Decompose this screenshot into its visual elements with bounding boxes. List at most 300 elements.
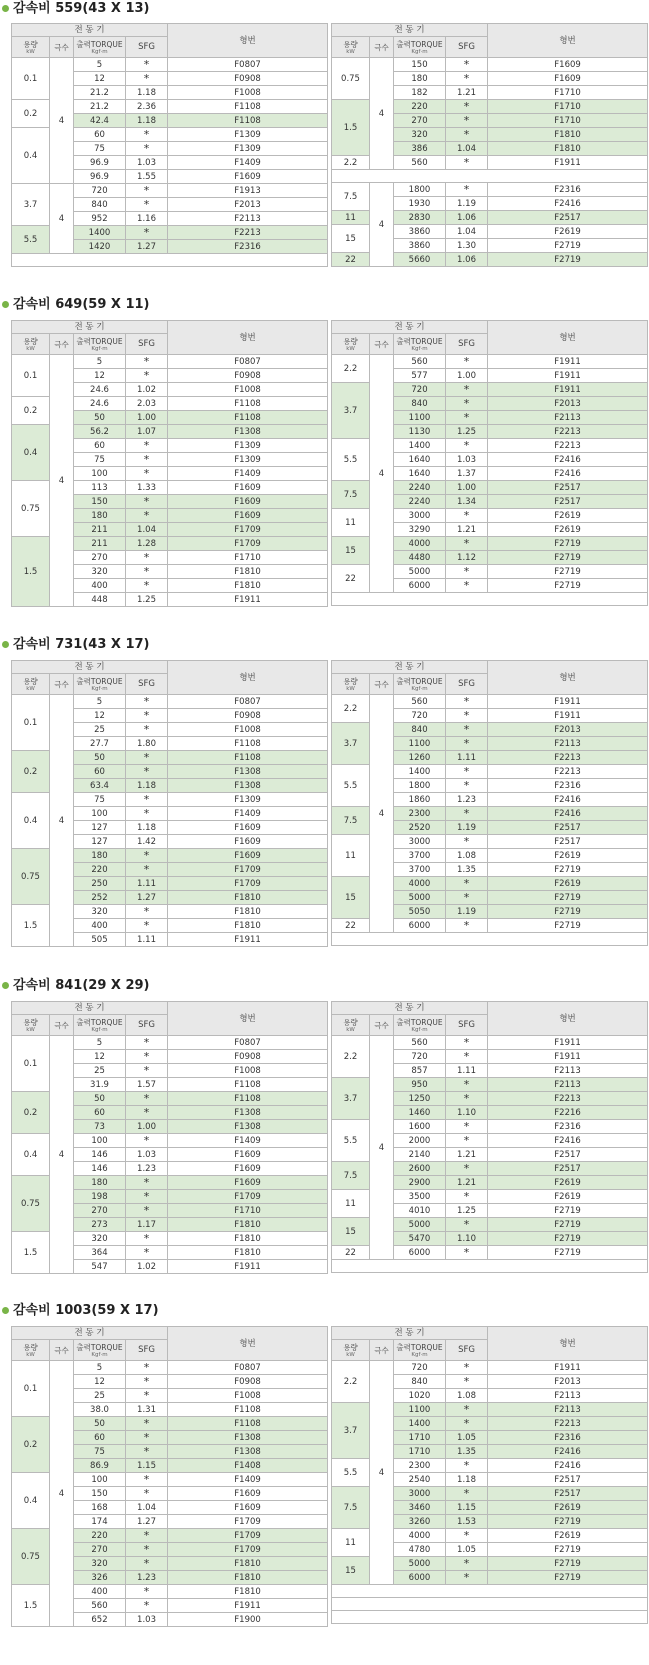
header-motor: 전 동 기 [12,321,168,334]
header-torque [394,1340,446,1361]
torque-cell: 320 [74,565,126,579]
model-cell: F1108 [168,1403,328,1417]
header-kw-unit: kW [346,1026,355,1033]
sfg-cell: 1.33 [126,481,168,495]
model-cell: F1409 [168,807,328,821]
torque-cell: 720 [394,1050,446,1064]
sfg-cell: * [126,919,168,933]
sfg-cell: 1.12 [446,551,488,565]
torque-cell: 1130 [394,425,446,439]
model-cell: F2517 [488,835,648,849]
model-cell: F1709 [168,1515,328,1529]
model-cell: F1710 [488,86,648,100]
torque-cell: 400 [74,919,126,933]
model-cell: F1810 [168,891,328,905]
model-cell: F1710 [488,114,648,128]
sfg-cell: 1.42 [126,835,168,849]
sfg-cell: 1.21 [446,523,488,537]
header-motor: 전 동 기 [332,1327,488,1340]
model-cell: F2113 [488,1064,648,1078]
header-model: 형번 [488,24,648,58]
torque-cell: 448 [74,593,126,607]
section-title: 감속비 1003(59 X 17) [0,1302,159,1320]
model-cell: F2517 [488,1162,648,1176]
sfg-cell: 1.80 [126,737,168,751]
sfg-cell: 1.19 [446,905,488,919]
model-cell: F2719 [488,1246,648,1260]
capacity-cell: 5.5 [332,1120,370,1162]
sfg-cell: 1.05 [446,1543,488,1557]
sfg-cell: 2.36 [126,100,168,114]
model-cell: F2517 [488,481,648,495]
model-cell: F2416 [488,1445,648,1459]
header-torque [74,37,126,58]
torque-cell: 320 [394,128,446,142]
sfg-cell: * [446,1361,488,1375]
torque-cell: 560 [394,156,446,170]
torque-cell: 840 [74,198,126,212]
model-cell: F1810 [168,1246,328,1260]
sfg-cell: 1.23 [126,1162,168,1176]
torque-cell: 1100 [394,737,446,751]
torque-cell: 180 [74,1176,126,1190]
model-cell: F2213 [488,1092,648,1106]
model-cell: F2113 [488,411,648,425]
model-cell: F2213 [488,1417,648,1431]
sfg-cell: * [446,1403,488,1417]
capacity-cell: 5.5 [332,439,370,481]
model-cell: F2517 [488,1487,648,1501]
sfg-cell: 1.08 [446,849,488,863]
header-kw-unit: kW [346,685,355,692]
sfg-cell: 1.27 [126,1515,168,1529]
header-capacity [12,37,50,58]
sfg-cell: 1.11 [446,1064,488,1078]
torque-cell: 3700 [394,863,446,877]
capacity-cell: 11 [332,835,370,877]
model-cell: F2517 [488,1473,648,1487]
sfg-cell: * [126,467,168,481]
torque-cell: 1400 [394,1417,446,1431]
capacity-cell: 15 [332,877,370,919]
torque-cell: 577 [394,369,446,383]
torque-cell: 25 [74,1064,126,1078]
torque-cell: 560 [394,695,446,709]
model-cell: F1810 [168,1232,328,1246]
sfg-cell: * [126,1190,168,1204]
model-cell: F1108 [168,1092,328,1106]
torque-cell: 840 [394,397,446,411]
sfg-cell: 1.00 [126,1120,168,1134]
torque-cell: 31.9 [74,1078,126,1092]
torque-cell: 38.0 [74,1403,126,1417]
sfg-cell: 1.57 [126,1078,168,1092]
torque-cell: 211 [74,537,126,551]
capacity-cell: 7.5 [332,807,370,835]
poles-cell: 4 [50,695,74,947]
torque-cell: 2600 [394,1162,446,1176]
bullet-icon [2,982,9,989]
model-cell: F1609 [168,495,328,509]
sfg-cell: 1.05 [446,1431,488,1445]
header-capacity-label: 용량 [343,1342,358,1352]
table-row [332,170,648,183]
model-cell: F2719 [488,1557,648,1571]
torque-cell: 720 [74,184,126,198]
header-motor: 전 동 기 [12,24,168,37]
header-motor: 전 동 기 [12,661,168,674]
sfg-cell: 1.04 [446,142,488,156]
spec-table-left [11,320,328,607]
torque-cell: 3260 [394,1515,446,1529]
model-cell: F1108 [168,751,328,765]
model-cell: F2619 [488,1190,648,1204]
header-capacity [332,334,370,355]
sfg-cell: * [446,58,488,72]
header-kw-unit: kW [26,685,35,692]
table-row [12,1361,328,1375]
torque-cell: 220 [74,1529,126,1543]
torque-cell: 952 [74,212,126,226]
sfg-cell: 1.19 [446,197,488,211]
table-row [332,1585,648,1598]
model-cell: F1609 [168,509,328,523]
torque-cell: 270 [74,1204,126,1218]
torque-cell: 42.4 [74,114,126,128]
sfg-cell: 1.53 [446,1515,488,1529]
sfg-cell: * [126,793,168,807]
torque-cell: 326 [74,1571,126,1585]
capacity-cell: 22 [332,1246,370,1260]
header-torque [74,334,126,355]
sfg-cell: * [126,142,168,156]
header-model: 형번 [488,321,648,355]
poles-cell: 4 [50,1036,74,1274]
capacity-cell: 2.2 [332,1361,370,1403]
header-motor: 전 동 기 [332,24,488,37]
spec-table-left [11,660,328,947]
model-cell: F2013 [488,723,648,737]
table-row [12,695,328,709]
torque-cell: 2900 [394,1176,446,1190]
torque-cell: 12 [74,72,126,86]
capacity-cell: 1.5 [12,905,50,947]
sfg-cell: 1.28 [126,537,168,551]
torque-cell: 3860 [394,225,446,239]
table-row [332,1361,648,1375]
bullet-icon [2,301,9,308]
header-capacity [12,1015,50,1036]
model-cell: F1709 [168,523,328,537]
blank-cell [332,170,648,183]
torque-cell: 1420 [74,240,126,254]
bullet-icon [2,1307,9,1314]
torque-cell: 63.4 [74,779,126,793]
sfg-cell: 1.31 [126,1403,168,1417]
capacity-cell: 0.75 [12,1176,50,1232]
model-cell: F2013 [488,397,648,411]
model-cell: F0807 [168,695,328,709]
header-capacity [332,1340,370,1361]
torque-cell: 2540 [394,1473,446,1487]
torque-cell: 1460 [394,1106,446,1120]
capacity-cell: 5.5 [12,226,50,254]
model-cell: F1810 [168,919,328,933]
torque-cell: 560 [74,1599,126,1613]
model-cell: F1609 [168,1501,328,1515]
header-torque-unit: Kgf·m [411,1351,428,1358]
capacity-cell: 1.5 [12,1585,50,1627]
model-cell: F1409 [168,467,328,481]
torque-cell: 560 [394,1036,446,1050]
sfg-cell: 1.11 [126,877,168,891]
model-cell: F1609 [168,849,328,863]
model-cell: F0807 [168,58,328,72]
capacity-cell: 0.2 [12,751,50,793]
model-cell: F1309 [168,793,328,807]
sfg-cell: * [126,72,168,86]
torque-cell: 127 [74,821,126,835]
torque-cell: 100 [74,807,126,821]
model-cell: F1911 [168,1260,328,1274]
header-sfg: SFG [446,674,488,695]
model-cell: F1008 [168,86,328,100]
header-capacity-label: 용량 [23,1017,38,1027]
model-cell: F1008 [168,1389,328,1403]
sfg-cell: 1.19 [446,821,488,835]
sfg-cell: * [126,453,168,467]
sfg-cell: 1.16 [126,212,168,226]
sfg-cell: * [126,1036,168,1050]
model-cell: F1309 [168,453,328,467]
model-cell: F1911 [488,1050,648,1064]
model-cell: F1709 [168,877,328,891]
model-cell: F2416 [488,467,648,481]
capacity-cell: 11 [332,211,370,225]
header-torque-label: 출력TORQUE [76,336,123,346]
sfg-cell: * [446,439,488,453]
header-torque-label: 출력TORQUE [396,39,443,49]
header-sfg: SFG [126,37,168,58]
header-capacity [332,1015,370,1036]
sfg-cell: * [126,509,168,523]
torque-cell: 320 [74,905,126,919]
torque-cell: 1600 [394,1120,446,1134]
header-poles: 극수 [370,1340,394,1361]
table-row [332,1036,648,1050]
header-torque-label: 출력TORQUE [76,1342,123,1352]
torque-cell: 270 [394,114,446,128]
capacity-cell: 0.75 [12,849,50,905]
sfg-cell: 1.21 [446,1148,488,1162]
model-cell: F2113 [488,1403,648,1417]
torque-cell: 5470 [394,1232,446,1246]
header-sfg: SFG [446,1340,488,1361]
header-capacity [12,1340,50,1361]
header-sfg: SFG [446,37,488,58]
header-torque-label: 출력TORQUE [396,336,443,346]
sfg-cell: * [126,1064,168,1078]
sfg-cell: * [126,1445,168,1459]
sfg-cell: * [446,891,488,905]
torque-cell: 96.9 [74,156,126,170]
model-cell: F2619 [488,1529,648,1543]
model-cell: F1911 [488,1036,648,1050]
capacity-cell: 0.2 [12,100,50,128]
header-sfg: SFG [126,674,168,695]
torque-cell: 4010 [394,1204,446,1218]
model-cell: F0807 [168,1361,328,1375]
model-cell: F0908 [168,1375,328,1389]
capacity-cell: 1.5 [12,1232,50,1274]
model-cell: F2719 [488,863,648,877]
sfg-cell: * [446,737,488,751]
model-cell: F2316 [488,1431,648,1445]
model-cell: F2416 [488,793,648,807]
sfg-cell: 1.25 [446,1204,488,1218]
model-cell: F1308 [168,1120,328,1134]
model-cell: F2113 [488,1389,648,1403]
torque-cell: 5 [74,58,126,72]
header-torque-label: 출력TORQUE [396,1342,443,1352]
torque-cell: 50 [74,411,126,425]
model-cell: F1309 [168,142,328,156]
model-cell: F1008 [168,1064,328,1078]
capacity-cell: 0.75 [12,481,50,537]
torque-cell: 4000 [394,537,446,551]
header-torque-label: 출력TORQUE [396,1017,443,1027]
torque-cell: 1250 [394,1092,446,1106]
torque-cell: 180 [74,849,126,863]
sfg-cell: * [446,1529,488,1543]
model-cell: F2719 [488,1543,648,1557]
model-cell: F1911 [488,383,648,397]
model-cell: F2416 [488,1134,648,1148]
sfg-cell: 1.00 [126,411,168,425]
header-model: 형번 [168,1002,328,1036]
blank-cell [12,254,328,267]
spec-table-right [331,320,648,606]
header-torque-label: 출력TORQUE [396,676,443,686]
sfg-cell: * [126,1246,168,1260]
torque-cell: 60 [74,128,126,142]
table-row [12,58,328,72]
torque-cell: 73 [74,1120,126,1134]
model-cell: F1709 [168,1190,328,1204]
poles-cell: 4 [370,58,394,170]
sfg-cell: 1.03 [126,156,168,170]
torque-cell: 2520 [394,821,446,835]
header-poles: 극수 [50,1015,74,1036]
sfg-cell: 1.00 [446,369,488,383]
torque-cell: 4480 [394,551,446,565]
sfg-cell: * [446,1459,488,1473]
sfg-cell: * [126,439,168,453]
header-capacity-label: 용량 [23,336,38,346]
sfg-cell: * [126,565,168,579]
header-torque-unit: Kgf·m [91,48,108,55]
header-torque-unit: Kgf·m [411,685,428,692]
capacity-cell: 2.2 [332,156,370,170]
model-cell: F1108 [168,1417,328,1431]
sfg-cell: * [446,114,488,128]
sfg-cell: 1.07 [126,425,168,439]
header-torque-unit: Kgf·m [411,48,428,55]
torque-cell: 720 [394,709,446,723]
model-cell: F1609 [168,835,328,849]
header-capacity-label: 용량 [23,39,38,49]
header-poles: 극수 [370,37,394,58]
model-cell: F1911 [488,355,648,369]
torque-cell: 270 [74,551,126,565]
torque-cell: 25 [74,723,126,737]
torque-cell: 5000 [394,891,446,905]
model-cell: F2416 [488,1459,648,1473]
model-cell: F1108 [168,411,328,425]
bullet-icon [2,641,9,648]
torque-cell: 198 [74,1190,126,1204]
model-cell: F1308 [168,1445,328,1459]
model-cell: F2416 [488,807,648,821]
torque-cell: 720 [394,1361,446,1375]
capacity-cell: 0.1 [12,1036,50,1092]
capacity-cell: 0.1 [12,1361,50,1417]
model-cell: F1710 [488,100,648,114]
sfg-cell: * [446,1246,488,1260]
sfg-cell: * [126,184,168,198]
torque-cell: 5 [74,1036,126,1050]
table-row [12,355,328,369]
torque-cell: 386 [394,142,446,156]
sfg-cell: 1.02 [126,383,168,397]
model-cell: F2619 [488,523,648,537]
torque-cell: 840 [394,1375,446,1389]
poles-cell: 4 [370,355,394,593]
model-cell: F2316 [168,240,328,254]
model-cell: F1108 [168,100,328,114]
table-row [332,695,648,709]
spec-table-right [331,1001,648,1273]
torque-cell: 2300 [394,1459,446,1473]
torque-cell: 3700 [394,849,446,863]
model-cell: F2213 [168,226,328,240]
model-cell: F1709 [168,537,328,551]
capacity-cell: 11 [332,1190,370,1218]
table-row [332,1611,648,1624]
sfg-cell: 1.06 [446,253,488,267]
sfg-cell: 1.35 [446,863,488,877]
header-model: 형번 [488,1327,648,1361]
sfg-cell: * [126,369,168,383]
sfg-cell: * [126,807,168,821]
header-capacity [12,674,50,695]
torque-cell: 505 [74,933,126,947]
spec-table-left [11,1326,328,1627]
header-model: 형번 [168,24,328,58]
torque-cell: 75 [74,1445,126,1459]
torque-cell: 3290 [394,523,446,537]
torque-cell: 100 [74,467,126,481]
model-cell: F1810 [168,1557,328,1571]
blank-cell [332,1598,648,1611]
capacity-cell: 0.2 [12,397,50,425]
header-capacity-label: 용량 [343,676,358,686]
torque-cell: 5000 [394,1218,446,1232]
model-cell: F2113 [488,1078,648,1092]
sfg-cell: * [446,1218,488,1232]
sfg-cell: 1.17 [126,1218,168,1232]
header-poles: 극수 [50,1340,74,1361]
